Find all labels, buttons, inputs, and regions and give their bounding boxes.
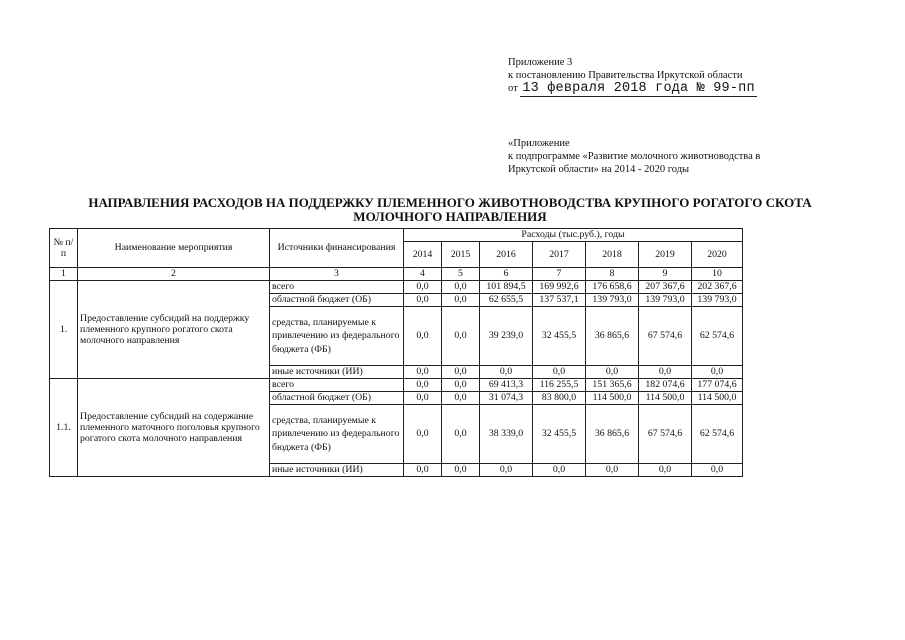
measure-name: Предоставление субсидий на поддержку племенного крупного рогатого скота молочного направления	[78, 281, 270, 379]
value-cell: 0,0	[692, 464, 743, 477]
value-cell: 114 500,0	[692, 392, 743, 405]
column-number-row	[50, 268, 743, 281]
value-cell: 0,0	[442, 379, 480, 392]
value-cell: 0,0	[639, 464, 692, 477]
value-cell: 0,0	[442, 405, 480, 464]
source-cell: всего	[270, 379, 404, 392]
value-cell: 0,0	[442, 464, 480, 477]
value-cell: 116 255,5	[533, 379, 586, 392]
annex-date-line	[508, 82, 757, 95]
value-cell: 32 455,5	[533, 405, 586, 464]
annex-number: Приложение 3	[508, 57, 573, 68]
header-expenses: Расходы (тыс.руб.), годы	[404, 229, 743, 242]
expenses-table	[49, 228, 743, 477]
column-number: 3	[270, 268, 404, 281]
header-no: № п/п	[50, 229, 78, 268]
annex-header	[508, 56, 757, 95]
source-cell: средства, планируемые к привлечению из федерального бюджета (ФБ)	[270, 307, 404, 366]
subprogram-annex-text: к подпрограмме «Развитие молочного животноводства в Иркутской области» на 2014 - 2020 годы	[508, 151, 761, 175]
measure-name: Предоставление субсидий на содержание племенного маточного поголовья крупного рогатого скота молочного направления	[78, 379, 270, 477]
subprogram-annex-title: «Приложение	[508, 138, 570, 149]
column-number: 4	[404, 268, 442, 281]
header-year: 2018	[586, 242, 639, 268]
value-cell: 67 574,6	[639, 307, 692, 366]
column-number: 7	[533, 268, 586, 281]
source-cell: средства, планируемые к привлечению из федерального бюджета (ФБ)	[270, 405, 404, 464]
value-cell: 67 574,6	[639, 405, 692, 464]
value-cell: 0,0	[639, 366, 692, 379]
source-cell: иные источники (ИИ)	[270, 366, 404, 379]
annex-date-prefix: от	[508, 83, 518, 94]
document-title: НАПРАВЛЕНИЯ РАСХОДОВ НА ПОДДЕРЖКУ ПЛЕМЕННОГО ЖИВОТНОВОДСТВА КРУПНОГО РОГАТОГО СКОТА МОЛОЧНОГО НАПРАВЛЕНИЯ	[88, 195, 812, 224]
value-cell: 101 894,5	[480, 281, 533, 294]
table-row	[50, 379, 743, 392]
value-cell: 62 574,6	[692, 405, 743, 464]
column-number: 2	[78, 268, 270, 281]
value-cell: 0,0	[533, 366, 586, 379]
value-cell: 0,0	[442, 281, 480, 294]
value-cell: 0,0	[442, 392, 480, 405]
column-number: 5	[442, 268, 480, 281]
value-cell: 83 800,0	[533, 392, 586, 405]
value-cell: 176 658,6	[586, 281, 639, 294]
value-cell: 36 865,6	[586, 405, 639, 464]
source-cell: иные источники (ИИ)	[270, 464, 404, 477]
value-cell: 31 074,3	[480, 392, 533, 405]
value-cell: 139 793,0	[586, 294, 639, 307]
row-number: 1.	[50, 281, 78, 379]
value-cell: 0,0	[442, 294, 480, 307]
value-cell: 0,0	[404, 307, 442, 366]
value-cell: 139 793,0	[639, 294, 692, 307]
column-number: 10	[692, 268, 743, 281]
header-year: 2019	[639, 242, 692, 268]
value-cell: 62 574,6	[692, 307, 743, 366]
header-sources: Источники финансирования	[270, 229, 404, 268]
value-cell: 207 367,6	[639, 281, 692, 294]
value-cell: 0,0	[404, 464, 442, 477]
value-cell: 0,0	[480, 366, 533, 379]
column-number: 8	[586, 268, 639, 281]
value-cell: 36 865,6	[586, 307, 639, 366]
source-cell: областной бюджет (ОБ)	[270, 294, 404, 307]
value-cell: 177 074,6	[692, 379, 743, 392]
value-cell: 202 367,6	[692, 281, 743, 294]
value-cell: 39 239,0	[480, 307, 533, 366]
column-number: 1	[50, 268, 78, 281]
value-cell: 38 339,0	[480, 405, 533, 464]
header-year: 2016	[480, 242, 533, 268]
value-cell: 0,0	[442, 366, 480, 379]
value-cell: 0,0	[404, 294, 442, 307]
value-cell: 114 500,0	[586, 392, 639, 405]
header-year: 2020	[692, 242, 743, 268]
table-row	[50, 281, 743, 294]
value-cell: 0,0	[404, 379, 442, 392]
value-cell: 182 074,6	[639, 379, 692, 392]
column-number: 9	[639, 268, 692, 281]
column-number: 6	[480, 268, 533, 281]
annex-decree: к постановлению Правительства Иркутской области	[508, 70, 743, 81]
value-cell: 0,0	[404, 366, 442, 379]
value-cell: 0,0	[404, 405, 442, 464]
value-cell: 69 413,3	[480, 379, 533, 392]
value-cell: 0,0	[586, 464, 639, 477]
value-cell: 0,0	[480, 464, 533, 477]
row-number: 1.1.	[50, 379, 78, 477]
value-cell: 0,0	[533, 464, 586, 477]
subprogram-annex	[508, 137, 778, 176]
value-cell: 114 500,0	[639, 392, 692, 405]
value-cell: 0,0	[586, 366, 639, 379]
value-cell: 0,0	[692, 366, 743, 379]
value-cell: 0,0	[404, 281, 442, 294]
annex-date-handwritten: 13 февраля 2018 года № 99-пп	[522, 81, 755, 96]
value-cell: 62 655,5	[480, 294, 533, 307]
source-cell: всего	[270, 281, 404, 294]
value-cell: 151 365,6	[586, 379, 639, 392]
header-year: 2014	[404, 242, 442, 268]
value-cell: 139 793,0	[692, 294, 743, 307]
value-cell: 169 992,6	[533, 281, 586, 294]
value-cell: 0,0	[404, 392, 442, 405]
header-year: 2017	[533, 242, 586, 268]
header-name: Наименование мероприятия	[78, 229, 270, 268]
header-year: 2015	[442, 242, 480, 268]
value-cell: 0,0	[442, 307, 480, 366]
source-cell: областной бюджет (ОБ)	[270, 392, 404, 405]
value-cell: 32 455,5	[533, 307, 586, 366]
value-cell: 137 537,1	[533, 294, 586, 307]
